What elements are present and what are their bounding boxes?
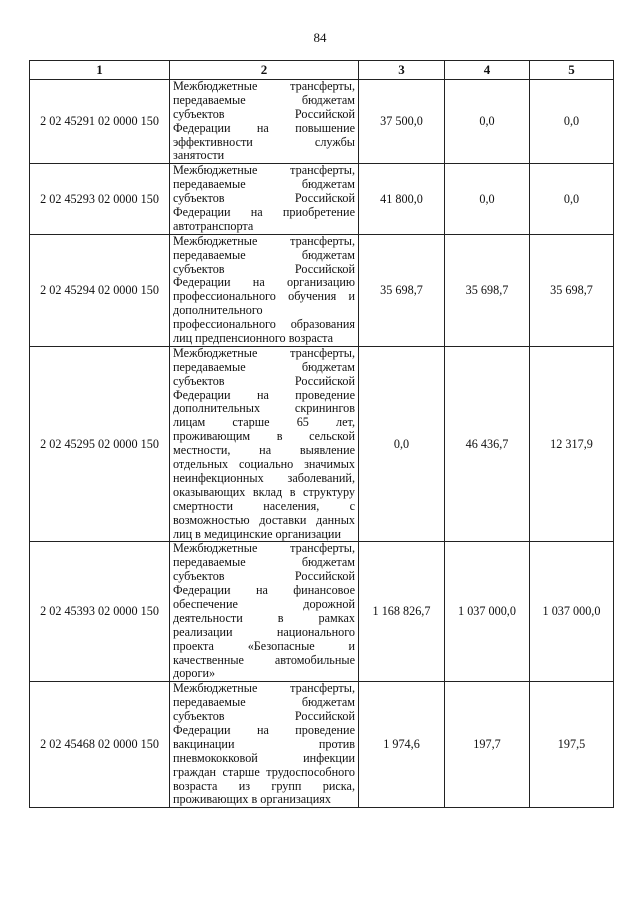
description-line: Федерации на приобретение <box>173 206 355 220</box>
description-line: реализации национального <box>173 625 355 639</box>
description-line: вакцинации против <box>173 737 355 751</box>
value-col-4: 35 698,7 <box>445 234 530 346</box>
description-line: качественные автомобильные <box>173 653 355 667</box>
budget-code: 2 02 45393 02 0000 150 <box>30 542 170 682</box>
value-col-4: 0,0 <box>445 164 530 234</box>
description-line: дополнительного <box>173 304 263 318</box>
budget-code: 2 02 45295 02 0000 150 <box>30 346 170 541</box>
value-col-4: 0,0 <box>445 80 530 164</box>
description-line: эффективности службы <box>173 135 355 149</box>
value-col-5: 35 698,7 <box>530 234 614 346</box>
value-col-3: 35 698,7 <box>359 234 445 346</box>
description-line: лицам старше 65 лет, <box>173 416 355 430</box>
value-col-4: 197,7 <box>445 682 530 808</box>
page-number: 84 <box>313 30 327 45</box>
description-line: передаваемые бюджетам <box>173 696 355 710</box>
description-line: возраста из групп риска, <box>173 779 355 793</box>
description-line: Межбюджетные трансферты, <box>173 80 355 93</box>
description-line: обеспечение дорожной <box>173 597 355 611</box>
description-line: занятости <box>173 149 225 163</box>
description-cell <box>170 542 359 682</box>
value-col-3: 0,0 <box>359 346 445 541</box>
header-col-1: 1 <box>30 61 170 80</box>
description-line: дороги» <box>173 667 216 681</box>
value-col-3: 41 800,0 <box>359 164 445 234</box>
header-col-2: 2 <box>170 61 359 80</box>
budget-table <box>29 60 614 808</box>
table-row <box>30 80 614 164</box>
description-line: Межбюджетные трансферты, <box>173 346 355 360</box>
table-row <box>30 682 614 808</box>
description-line: Федерации на проведение <box>173 723 355 737</box>
budget-code: 2 02 45291 02 0000 150 <box>30 80 170 164</box>
description-cell <box>170 682 359 808</box>
header-col-3: 3 <box>359 61 445 80</box>
description-line: субъектов Российской <box>173 107 355 121</box>
description-cell <box>170 80 359 164</box>
description-line: субъектов Российской <box>173 262 355 276</box>
description-line: лиц в медицинские организации <box>173 527 341 541</box>
value-col-5: 0,0 <box>530 164 614 234</box>
description-line: деятельности в рамках <box>173 611 355 625</box>
value-col-3: 1 974,6 <box>359 682 445 808</box>
value-col-4: 1 037 000,0 <box>445 542 530 682</box>
value-col-5: 197,5 <box>530 682 614 808</box>
value-col-3: 37 500,0 <box>359 80 445 164</box>
description-line: передаваемые бюджетам <box>173 248 355 262</box>
description-line: пневмококковой инфекции <box>173 751 355 765</box>
value-col-3: 1 168 826,7 <box>359 542 445 682</box>
table-row <box>30 234 614 346</box>
header-col-5: 5 <box>530 61 614 80</box>
value-col-5: 1 037 000,0 <box>530 542 614 682</box>
description-cell <box>170 346 359 541</box>
value-col-5: 12 317,9 <box>530 346 614 541</box>
description-line: субъектов Российской <box>173 570 355 584</box>
description-line: Федерации на повышение <box>173 121 355 135</box>
value-col-5: 0,0 <box>530 80 614 164</box>
description-line: субъектов Российской <box>173 710 355 724</box>
description-line: Межбюджетные трансферты, <box>173 234 355 248</box>
value-col-4: 46 436,7 <box>445 346 530 541</box>
description-line: возможностью доставки данных <box>173 513 355 527</box>
description-line: профессионального обучения и <box>173 290 355 304</box>
description-line: передаваемые бюджетам <box>173 360 355 374</box>
description-line: неинфекционных заболеваний, <box>173 471 355 485</box>
description-line: Федерации на проведение <box>173 388 355 402</box>
description-line: проекта «Безопасные и <box>173 639 355 653</box>
description-line: лиц предпенсионного возраста <box>173 332 334 346</box>
table-row <box>30 542 614 682</box>
header-col-4: 4 <box>445 61 530 80</box>
budget-code: 2 02 45468 02 0000 150 <box>30 682 170 808</box>
budget-code: 2 02 45294 02 0000 150 <box>30 234 170 346</box>
description-line: субъектов Российской <box>173 374 355 388</box>
description-line: Федерации на финансовое <box>173 584 355 598</box>
description-line: Межбюджетные трансферты, <box>173 682 355 696</box>
description-line: дополнительных скринингов <box>173 402 355 416</box>
description-line: граждан старше трудоспособного <box>173 765 355 779</box>
description-line: Федерации на организацию <box>173 276 355 290</box>
description-line: проживающих в организациях <box>173 793 331 807</box>
description-line: передаваемые бюджетам <box>173 178 355 192</box>
description-line: местности, на выявление <box>173 444 355 458</box>
description-line: автотранспорта <box>173 219 254 233</box>
description-cell <box>170 234 359 346</box>
description-line: отдельных социально значимых <box>173 458 355 472</box>
budget-code: 2 02 45293 02 0000 150 <box>30 164 170 234</box>
header-row <box>30 61 614 80</box>
table-row <box>30 346 614 541</box>
description-line: субъектов Российской <box>173 192 355 206</box>
description-line: Межбюджетные трансферты, <box>173 542 355 556</box>
description-line: передаваемые бюджетам <box>173 556 355 570</box>
description-line: оказывающих вклад в структуру <box>173 485 355 499</box>
description-line: профессионального образования <box>173 318 355 332</box>
description-line: смертности населения, с <box>173 499 355 513</box>
description-line: проживающим в сельской <box>173 430 355 444</box>
description-cell <box>170 164 359 234</box>
description-line: Межбюджетные трансферты, <box>173 164 355 178</box>
description-line: передаваемые бюджетам <box>173 93 355 107</box>
table-row <box>30 164 614 234</box>
